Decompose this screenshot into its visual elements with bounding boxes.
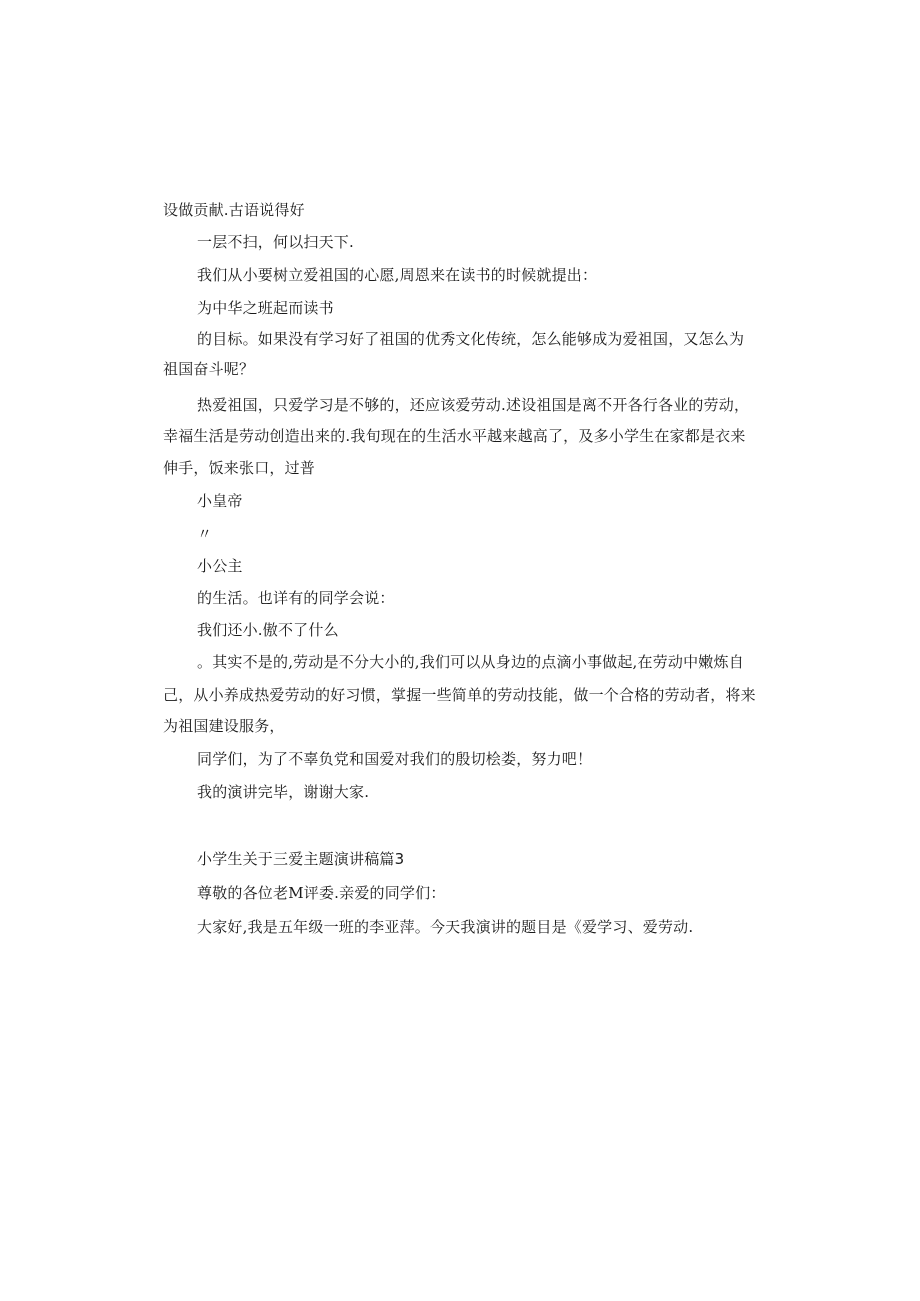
text-line-11: 〃 (197, 525, 213, 543)
text-line-8: 幸福生活是劳动创造出来的.我旬现在的生活水平越来越高了，及多小学生在家都是衣来 (163, 427, 746, 445)
text-line-7: 热爱祖国，只爱学习是不够的，还应该爱劳动.述设祖国是离不开各行各业的劳动， (197, 396, 750, 414)
text-line-17: 为祖国建设服务， (163, 717, 285, 735)
text-line-19: 我的演讲完毕，谢谢大家. (197, 783, 370, 801)
section-heading: 小学生关于三爱主题演讲稿篇3 (197, 850, 405, 868)
text-line-22: 大家好,我是五年级一班的李亚萍。今天我演讲的题目是《爱学习、爱劳动. (197, 918, 694, 936)
text-line-1: 设做贡献.古语说得好 (163, 201, 305, 219)
text-line-14: 我们还小.傲不了什么 (197, 621, 339, 639)
text-line-21: 尊敬的各位老M评委.亲爱的同学们： (197, 884, 446, 902)
text-line-16: 己，从小养成热爱劳动的好习惯，掌握一些简单的劳动技能，做一个合格的劳动者，将来 (163, 686, 756, 704)
text-line-4: 为中华之班起而读书 (197, 299, 334, 317)
text-line-5: 的目标。如果没有学习好了祖国的优秀文化传统，怎么能够成为爱祖国，又怎么为 (197, 330, 745, 348)
text-line-10: 小皇帝 (197, 492, 243, 510)
text-line-13: 的生活。也详有的同学会说： (197, 589, 395, 607)
text-line-3: 我们从小要树立爱祖国的心愿,周恩来在读书的时候就提出： (197, 266, 598, 284)
text-line-9: 伸手，饭来张口，过普 (163, 459, 316, 477)
text-line-6: 祖国奋斗呢？ (163, 360, 255, 378)
text-line-12: 小公主 (197, 557, 243, 575)
text-line-15: 。其实不是的,劳动是不分大小的,我们可以从身边的点滴小事做起,在劳动中嫩炼自 (197, 653, 744, 671)
text-line-18: 同学们，为了不辜负党和国爱对我们的殷切桧娄，努力吧！ (197, 750, 593, 768)
text-line-2: 一层不扫，何以扫天下. (197, 233, 354, 251)
